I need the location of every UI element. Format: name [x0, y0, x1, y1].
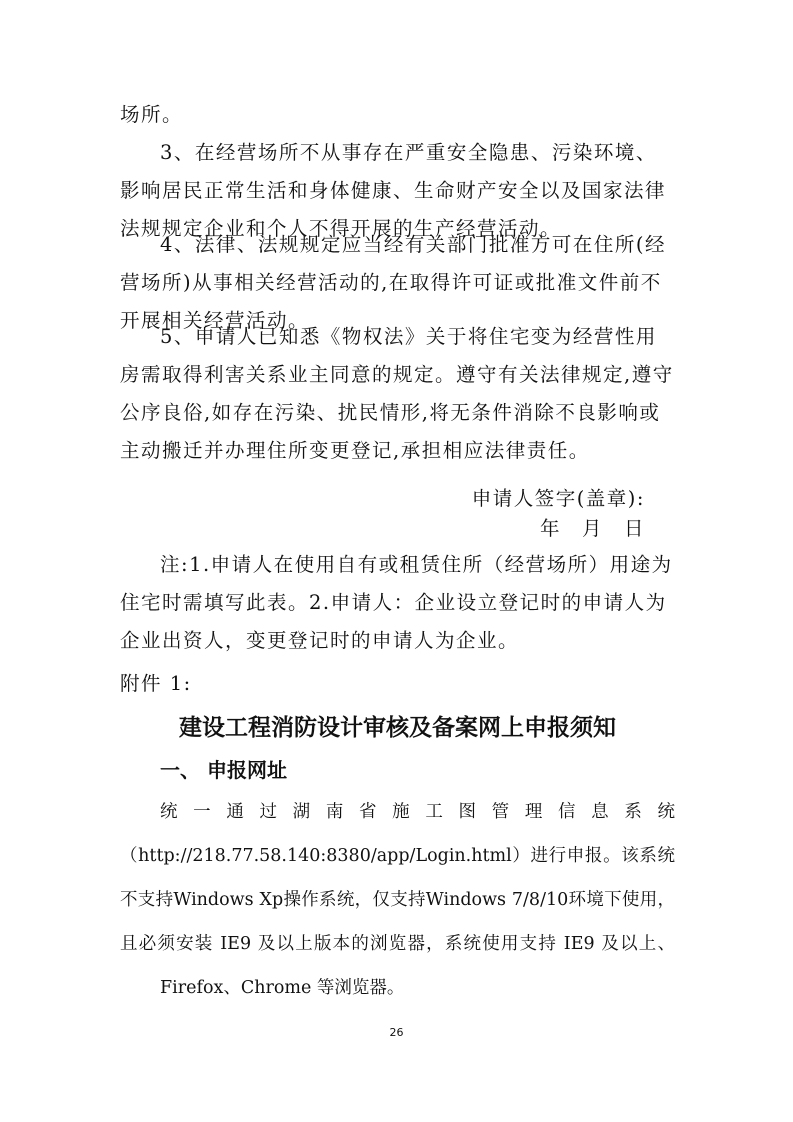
paragraph-item-3: 3、在经营场所不从事存在严重安全隐患、污染环境、影响居民正常生活和身体健康、生命财产安全以及国家法律法规规定企业和个人不得开展的生产经营活动。	[120, 141, 667, 240]
section-heading: 一、 申报网址	[160, 758, 287, 782]
signature-label: 申请人签字(盖章):	[471, 487, 645, 510]
attachment-label: 附件 1:	[120, 672, 192, 695]
paragraph-item-4: 4、法律、法规规定应当经有关部门批准方可在住所(经营场所)从事相关经营活动的,在取得许可证或批准文件前不开展相关经营活动。	[120, 233, 667, 332]
section-body-text: 统一通过湖南省施工图管理信息系统（http://218.77.58.140:8380/app/Login.html）进行申报。该系统不支持Windows Xp操作系统，仅支持Windows 7/8/10环境下使用，且必须安装 IE9 及以上版本的浏览器，系统使用支持 IE9 及以上、	[120, 802, 675, 954]
signature-date: 年 月 日	[539, 517, 645, 540]
page-number: 26	[389, 1026, 404, 1039]
paragraph-item-5: 5、申请人已知悉《物权法》关于将住宅变为经营性用房需取得利害关系业主同意的规定。遵守有关法律规定,遵守公序良俗,如存在污染、扰民情形,将无条件消除不良影响或主动搬迁并办理住所变更登记,承担相应法律责任。	[120, 325, 674, 462]
document-title: 建设工程消防设计审核及备案网上申报须知	[179, 715, 616, 741]
note-paragraph: 注:1.申请人在使用自有或租赁住所（经营场所）用途为住宅时需填写此表。2.申请人：企业设立登记时的申请人为企业出资人，变更登记时的申请人为企业。	[120, 553, 673, 652]
section-body	[120, 790, 675, 1010]
section-body-last-line: Firefox、Chrome 等浏览器。	[160, 978, 405, 998]
signature-block	[472, 484, 645, 544]
paragraph-continuation: 场所。	[120, 103, 184, 126]
